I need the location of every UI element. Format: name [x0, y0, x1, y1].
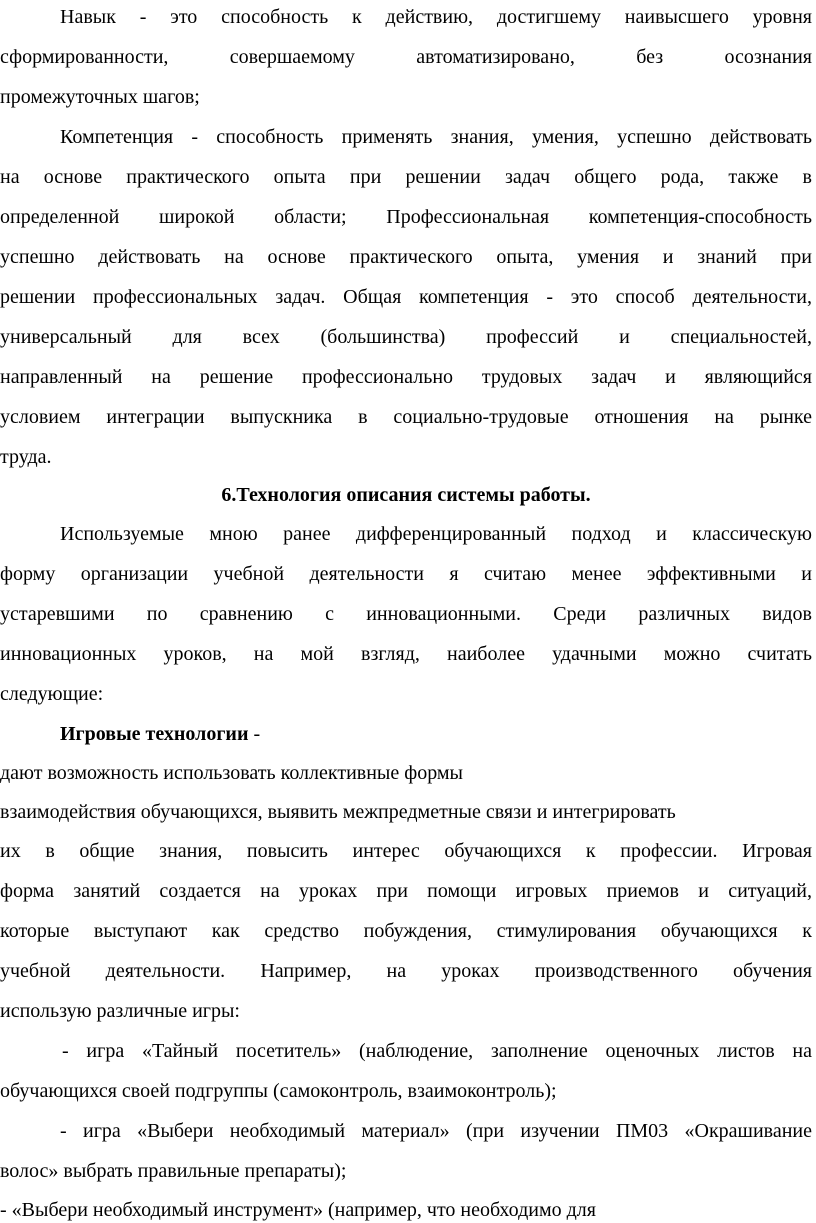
paragraph-2-line: решении профессиональных задач. Общая компетенция - это способ деятельности,: [0, 286, 812, 308]
paragraph-2-line: труда.: [0, 446, 52, 468]
paragraph-1-line: промежуточных шагов;: [0, 86, 200, 108]
paragraph-4-line: форма занятий создается на уроках при помощи игровых приемов и ситуаций,: [0, 880, 812, 902]
paragraph-2-line: успешно действовать на основе практического опыта, умения и знаний при: [0, 246, 812, 268]
paragraph-4-line: которые выступают как средство побуждения, стимулирования обучающихся к: [0, 920, 812, 942]
paragraph-3-line: форму организации учебной деятельности я считаю менее эффективными и: [0, 563, 812, 585]
paragraph-4-line: использую различные игры:: [0, 1000, 240, 1022]
paragraph-4-line: дают возможность использовать коллективные формы: [0, 762, 463, 784]
paragraph-2-line: условием интеграции выпускника в социально-трудовые отношения на рынке: [0, 406, 812, 428]
paragraph-3-line: следующие:: [0, 683, 104, 705]
paragraph-2-line: Компетенция - способность применять знания, умения, успешно действовать: [60, 126, 812, 148]
section-heading: 6.Технология описания системы работы.: [221, 484, 591, 506]
paragraph-1-line: Навык - это способность к действию, достигшему наивысшего уровня: [60, 6, 812, 28]
paragraph-2-line: на основе практического опыта при решении задач общего рода, также в: [0, 166, 812, 188]
paragraph-2-line: универсальный для всех (большинства) профессий и специальностей,: [0, 326, 812, 348]
subheading: [0, 720, 812, 748]
paragraph-2-line: направленный на решение профессионально трудовых задач и являющийся: [0, 366, 812, 388]
paragraph-2-line: определенной широкой области; Профессиональная компетенция-способность: [0, 206, 812, 228]
paragraph-3-line: устаревшими по сравнению с инновационными. Среди различных видов: [0, 603, 812, 625]
subheading-dash: -: [248, 723, 261, 745]
paragraph-4-line: их в общие знания, повысить интерес обучающихся к профессии. Игровая: [0, 840, 812, 862]
paragraph-3-line: Используемые мною ранее дифференцированный подход и классическую: [60, 523, 812, 545]
paragraph-4-line: учебной деятельности. Например, на уроках производственного обучения: [0, 960, 812, 982]
paragraph-3-line: инновационных уроков, на мой взгляд, наиболее удачными можно считать: [0, 643, 812, 665]
list-item-line: обучающихся своей подгруппы (самоконтроль, взаимоконтроль);: [0, 1080, 557, 1102]
list-item-line: - игра «Выбери необходимый материал» (при изучении ПМ03 «Окрашивание: [60, 1120, 812, 1142]
list-item-line: волос» выбрать правильные препараты);: [0, 1160, 347, 1182]
paragraph-4-line: взаимодействия обучающихся, выявить межпредметные связи и интегрировать: [0, 801, 676, 823]
subheading-title: Игровые технологии: [60, 723, 249, 745]
list-item-line: - «Выбери необходимый инструмент» (например, что необходимо для: [0, 1199, 596, 1221]
list-item-line: - игра «Тайный посетитель» (наблюдение, заполнение оценочных листов на: [62, 1040, 812, 1062]
paragraph-1-line: сформированности, совершаемому автоматизировано, без осознания: [0, 46, 812, 68]
